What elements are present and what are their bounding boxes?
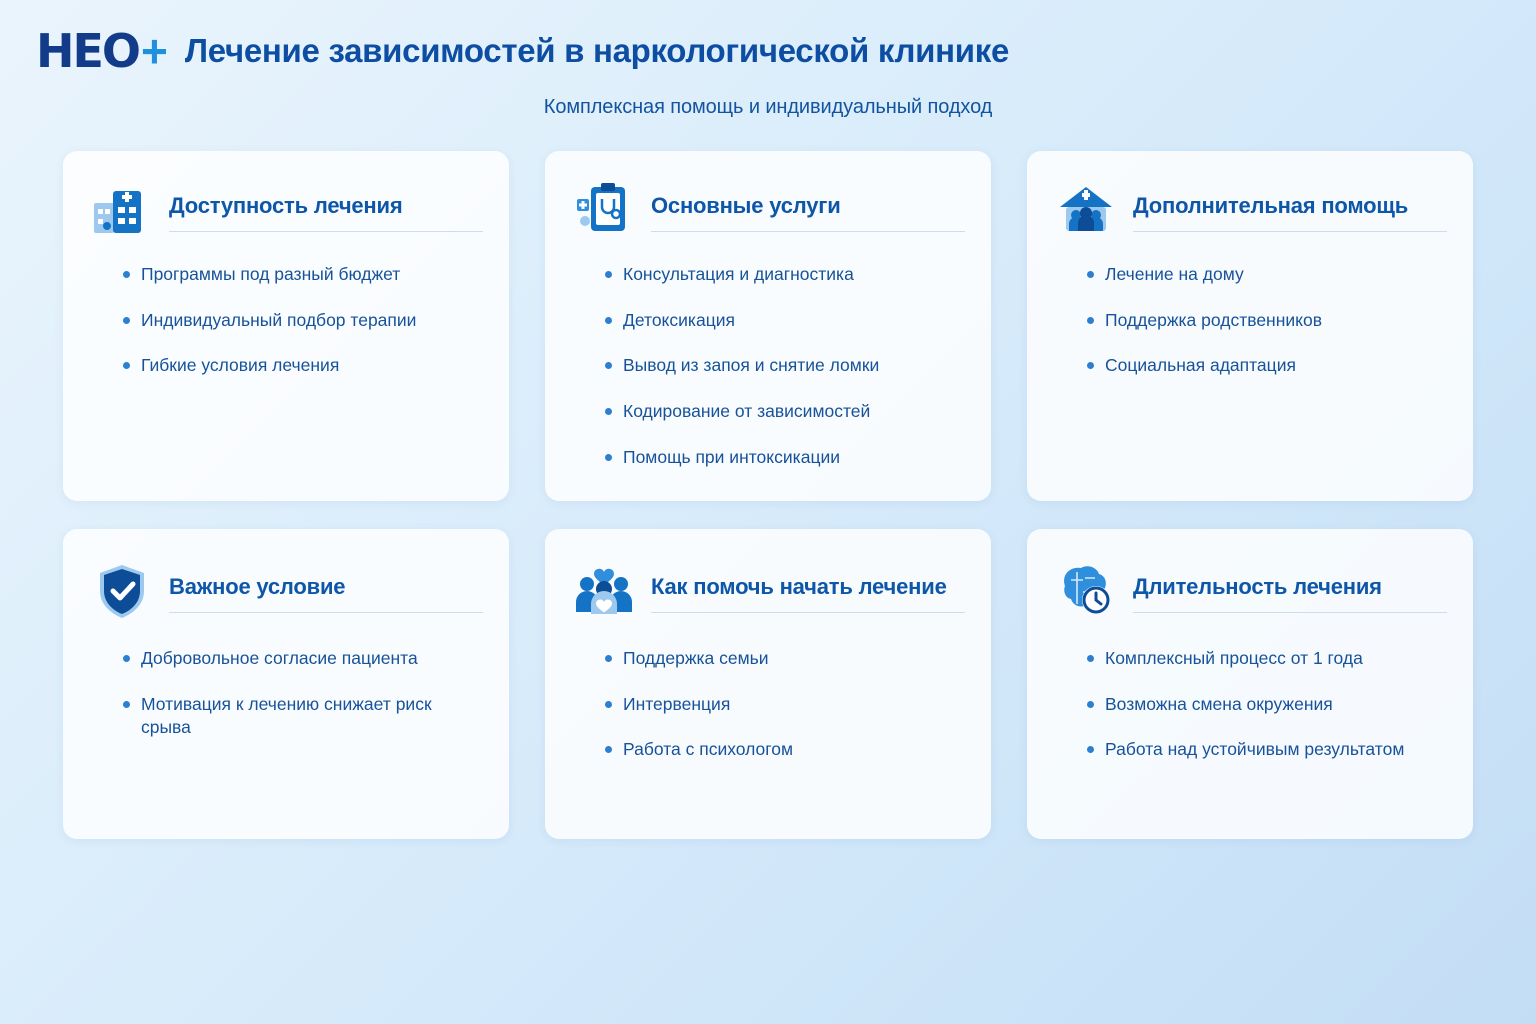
list-item: Работа над устойчивым результатом: [1087, 738, 1447, 762]
card-important-condition: [63, 529, 509, 839]
list-item: Детоксикация: [605, 309, 965, 333]
card-item-list: [571, 647, 965, 762]
home-care-icon: [1053, 179, 1119, 241]
list-item: Программы под разный бюджет: [123, 263, 483, 287]
card-treatment-duration: [1027, 529, 1473, 839]
divider: [1133, 231, 1447, 232]
brain-clock-icon: [1053, 560, 1119, 622]
list-item: Гибкие условия лечения: [123, 354, 483, 378]
list-item: Комплексный процесс от 1 года: [1087, 647, 1447, 671]
list-item: Лечение на дому: [1087, 263, 1447, 287]
list-item: Помощь при интоксикации: [605, 446, 965, 470]
list-item: Поддержка семьи: [605, 647, 965, 671]
card-header: [89, 175, 483, 245]
list-item: Консультация и диагностика: [605, 263, 965, 287]
card-title-wrap: [1133, 189, 1447, 232]
divider: [651, 612, 965, 613]
divider: [169, 231, 483, 232]
divider: [169, 612, 483, 613]
list-item: Поддержка родственников: [1087, 309, 1447, 333]
card-header: [1053, 175, 1447, 245]
card-item-list: [571, 263, 965, 469]
list-item: Возможна смена окружения: [1087, 693, 1447, 717]
card-title: Как помочь начать лечение: [651, 573, 947, 599]
card-how-to-start: [545, 529, 991, 839]
card-header: [89, 553, 483, 629]
card-title: Доступность лечения: [169, 192, 403, 218]
list-item: Работа с психологом: [605, 738, 965, 762]
brand-logo-text: HEO: [36, 24, 140, 78]
card-title: Длительность лечения: [1133, 573, 1382, 599]
card-title-wrap: [651, 189, 965, 232]
card-title: Основные услуги: [651, 192, 841, 218]
brand-logo: [36, 24, 167, 78]
list-item: Социальная адаптация: [1087, 354, 1447, 378]
list-item: Добровольное согласие пациента: [123, 647, 483, 671]
card-header: [571, 175, 965, 245]
clipboard-stethoscope-icon: [571, 179, 637, 241]
list-item: Кодирование от зависимостей: [605, 400, 965, 424]
page-title: Лечение зависимостей в наркологической клинике: [184, 32, 1010, 69]
shield-check-icon: [89, 560, 155, 622]
divider: [651, 231, 965, 232]
card-item-list: [89, 263, 483, 378]
card-additional-help: [1027, 151, 1473, 501]
list-item: Вывод из запоя и снятие ломки: [605, 354, 965, 378]
card-header: [1053, 553, 1447, 629]
list-item: Индивидуальный подбор терапии: [123, 309, 483, 333]
divider: [1133, 612, 1447, 613]
family-heart-icon: [571, 560, 637, 622]
card-item-list: [1053, 647, 1447, 762]
card-treatment-availability: [63, 151, 509, 501]
list-item: Интервенция: [605, 693, 965, 717]
card-title-wrap: [169, 189, 483, 232]
card-title: Важное условие: [169, 573, 346, 599]
card-title-wrap: [651, 570, 965, 613]
plus-icon: +: [141, 25, 167, 77]
card-title-wrap: [1133, 570, 1447, 613]
card-header: [571, 553, 965, 629]
page-subtitle: Комплексная помощь и индивидуальный подход: [543, 96, 993, 118]
header: [0, 0, 1536, 78]
hospital-icon: [89, 179, 155, 241]
card-item-list: [89, 647, 483, 740]
card-main-services: [545, 151, 991, 501]
card-title: Дополнительная помощь: [1133, 192, 1409, 218]
list-item: Мотивация к лечению снижает риск срыва: [123, 693, 483, 740]
card-title-wrap: [169, 570, 483, 613]
card-item-list: [1053, 263, 1447, 378]
cards-grid: [63, 151, 1473, 839]
